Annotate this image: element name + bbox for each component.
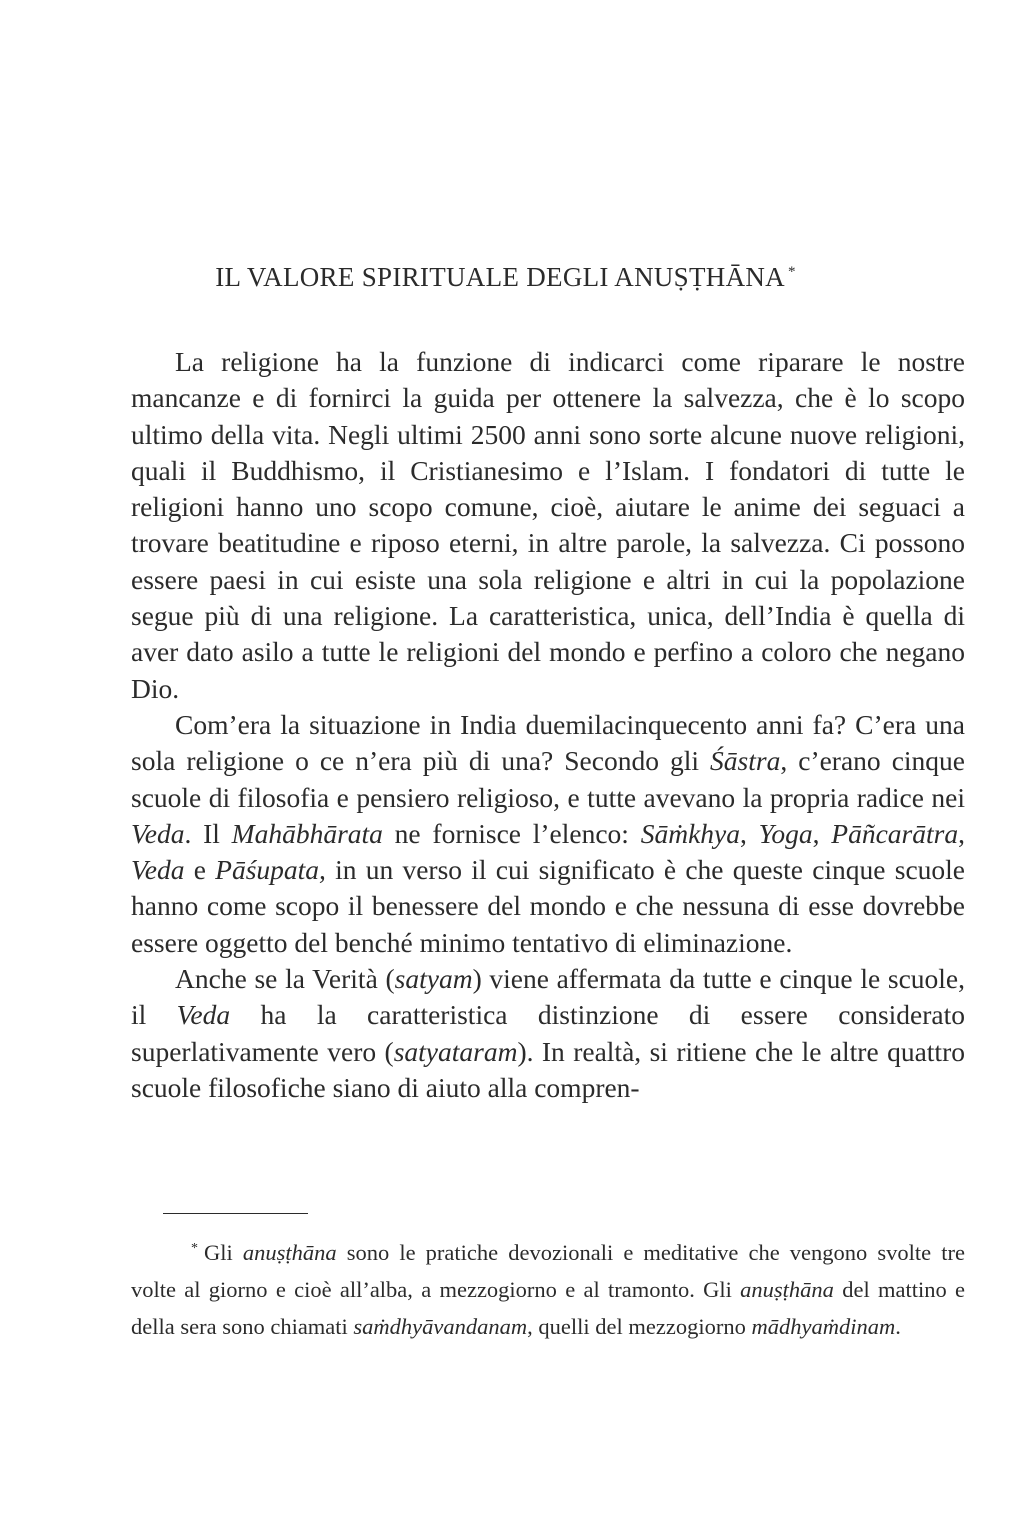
italic-term: Veda [131,854,185,886]
italic-term: Śāstra [710,745,781,777]
text-run: sono le pratiche devozionali e meditative che vengono svolte tre volte al giorno e cioè all’alba, a mezzogiorno e al tramonto. Gli [131,1240,965,1302]
footnote [131,1230,965,1345]
text-run: , [739,817,759,849]
footnote-reference-mark: * [787,264,796,280]
italic-term: Sāṁkhya [640,817,740,849]
text-run: ). In realtà, si ritiene che le altre quattro scuole filosofiche siano di aiuto alla compren- [131,1035,965,1103]
italic-term: Pāñcarātra [831,817,959,849]
text-run: , c’erano cinque scuole di filosofia e pensiero religioso, e tutte avevano la propria radice nei [131,745,965,813]
text-run: . [895,1314,901,1339]
italic-term: Pāśupata, [215,854,326,886]
chapter-title-text: IL VALORE SPIRITUALE DEGLI ANUṢṬHĀNA [215,262,785,292]
chapter-title [0,252,1011,297]
text-run: , [958,817,965,849]
italic-term: satyam [394,963,473,995]
italic-term: Veda [131,817,185,849]
italic-term: anuṣṭhāna [740,1277,834,1302]
italic-term: Mahābhārata [231,817,383,849]
italic-term: mādhyaṁdinam [751,1314,896,1339]
text-run: ) viene affermata da tutte e cinque le scuole, il [131,963,965,1031]
paragraph [131,961,965,1106]
text-run: Anche se la Verità ( [175,963,395,995]
italic-term: Yoga [758,817,813,849]
text-run: ha la caratteristica distinzione di essere considerato superlativamente vero ( [131,999,965,1067]
italic-term: saṁdhyāvandanam [353,1314,528,1339]
paragraph [131,344,965,707]
text-run: ne fornisce l’elenco: [382,817,641,849]
italic-term: satyataram [393,1035,518,1067]
paragraph [131,707,965,961]
text-run: Gli [204,1240,243,1265]
text-run: in un verso il cui significato è che queste cinque scuole hanno come scopo il benessere del mondo e che nessuna di esse dovrebbe essere oggetto del benché minimo tentativo di eliminazione. [131,854,965,958]
text-run: e [184,854,216,886]
text-run: del mattino e della sera sono chiamati [131,1277,965,1339]
text-run: , [812,817,832,849]
text-run: , quelli del mezzogiorno [527,1314,752,1339]
text-run: La religione ha la funzione di indicarci come riparare le nostre mancanze e di fornirci la guida per ottenere la salvezza, che è lo scopo ultimo della vita. Negli ultimi 2500 anni sono sorte alcune nuove religioni, quali il Buddhismo, il Cristianesimo e l’Islam. I fondatori di tutte le religioni hanno uno scopo comune, cioè, aiutare le anime dei seguaci a trovare beatitudine e riposo eterni, in altre parole, la salvezza. Ci possono essere paesi in cui esiste una sola religione e altri in cui la popolazione segue più di una religione. La caratteristica, unica, dell’India è quella di aver dato asilo a tutte le religioni del mondo e perfino a coloro che negano Dio. [131,346,965,704]
footnote-mark: * [191,1241,198,1256]
italic-term: Veda [176,999,231,1031]
text-run: Com’era la situazione in India duemilacinquecento anni fa? C’era una sola religione o ce n’era più di una? Secondo gli [131,708,965,777]
footnote-paragraph [131,1230,965,1345]
italic-term: anuṣṭhāna [242,1240,337,1265]
text-run: . Il [184,817,232,849]
body-text [131,344,965,1106]
footnote-separator [163,1213,308,1214]
